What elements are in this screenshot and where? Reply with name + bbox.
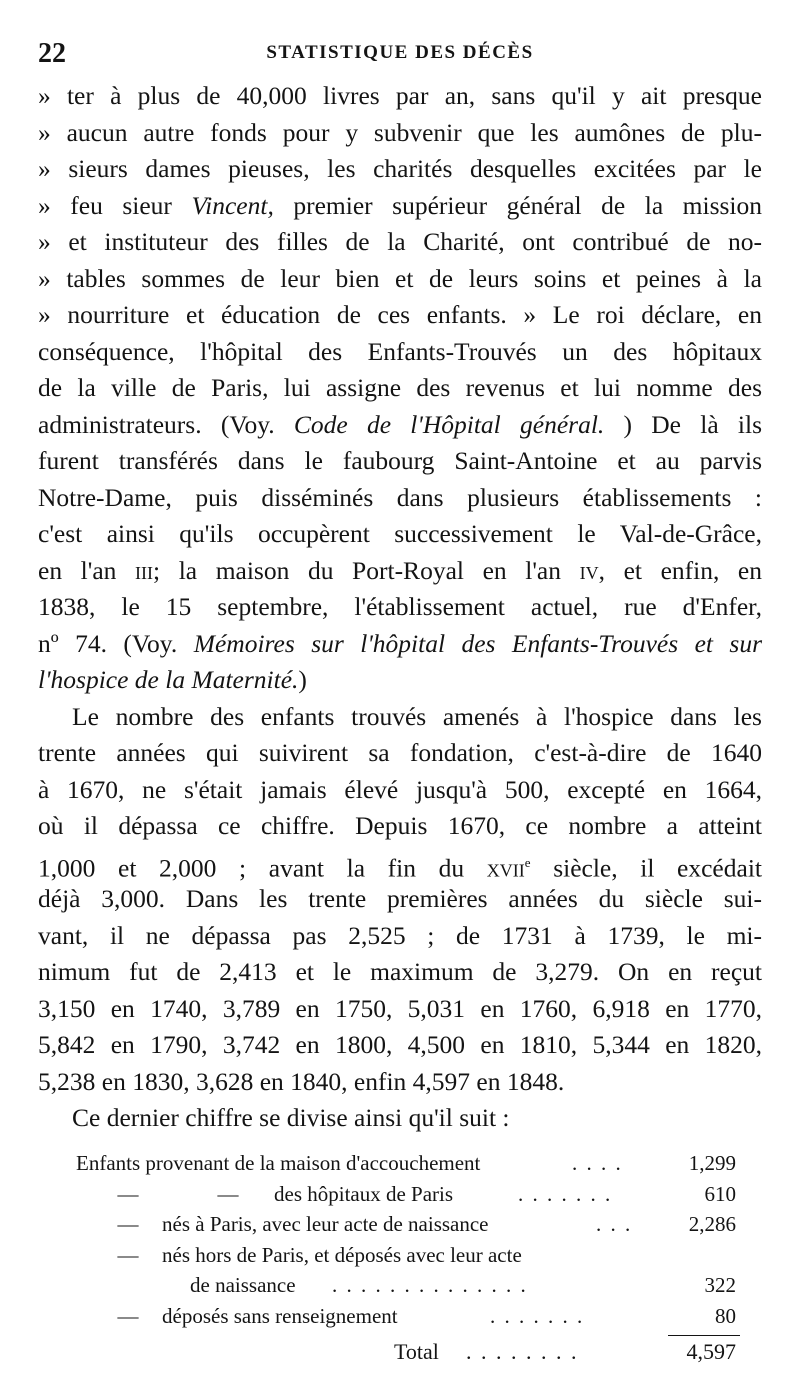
row-label: déposés sans renseignement bbox=[162, 1303, 398, 1328]
text-line: à 1670, ne s'était jamais élevé jusqu'à 500, excepté en 1664, bbox=[38, 774, 762, 804]
text-line bbox=[38, 188, 762, 225]
total-row bbox=[38, 1335, 762, 1369]
table-row bbox=[38, 1148, 762, 1179]
row-value: 80 bbox=[715, 1303, 736, 1328]
text-line: trente années qui suivirent sa fondation, c'est-à-dire de 1640 bbox=[38, 738, 762, 767]
text-line: » tables sommes de leur bien et de leurs soins et peines à la bbox=[38, 263, 762, 293]
text-line: nimum fut de 2,413 et le maximum de 3,279. On en reçut bbox=[38, 957, 762, 986]
leader-dots: . . . bbox=[596, 1212, 633, 1236]
ditto-dash: — bbox=[217, 1181, 239, 1206]
text-line: conséquence, l'hôpital des Enfants-Trouvés un des hôpitaux bbox=[38, 336, 762, 366]
total-rule bbox=[668, 1335, 740, 1336]
row-value: 610 bbox=[704, 1181, 736, 1206]
text-line: Ce dernier chiffre se divise ainsi qu'il suit : bbox=[72, 1103, 510, 1132]
text-line: 1838, le 15 septembre, l'établissement actuel, rue d'Enfer, bbox=[38, 592, 762, 621]
total-label: Total bbox=[394, 1339, 439, 1364]
page-number: 22 bbox=[38, 38, 66, 69]
table-row bbox=[38, 1270, 762, 1301]
text-line: » sieurs dames pieuses, les charités desquelles excitées par le bbox=[38, 154, 762, 183]
row-label: Enfants provenant de la maison d'accouchement bbox=[76, 1151, 481, 1175]
text-line: » nourriture et éducation de ces enfants. » Le roi déclare, en bbox=[38, 300, 762, 329]
text-line: 3,150 en 1740, 3,789 en 1750, 5,031 en 1760, 6,918 en 1770, bbox=[38, 993, 762, 1023]
body-text bbox=[38, 78, 762, 1137]
text-run: , et enfin, en bbox=[598, 555, 763, 585]
text-line: vant, il ne dépassa pas 2,525 ; de 1731 à 1739, le mi- bbox=[38, 920, 762, 950]
text-run: 1,000 et 2,000 ; avant la fin du bbox=[38, 853, 465, 882]
row-label: de naissance bbox=[190, 1273, 296, 1297]
text-line bbox=[38, 553, 762, 590]
row-value: 1,299 bbox=[688, 1151, 736, 1175]
text-line: de la ville de Paris, lui assigne des revenus et lui nomme des bbox=[38, 373, 762, 402]
text-line bbox=[38, 407, 762, 444]
ditto-dash: — bbox=[117, 1181, 139, 1206]
text-line: Notre-Dame, puis disséminés dans plusieurs établissements : bbox=[38, 482, 762, 512]
small-caps-numeral: III bbox=[135, 562, 154, 583]
text-line: 5,238 en 1830, 3,628 en 1840, enfin 4,597 en 1848. bbox=[38, 1066, 565, 1096]
text-line: déjà 3,000. Dans les trente premières années du siècle sui- bbox=[38, 884, 762, 913]
leader-dots: . . . . bbox=[572, 1151, 623, 1175]
ditto-dash: — bbox=[117, 1303, 139, 1328]
text-run: ; la maison du Port-Royal en l'an bbox=[153, 555, 561, 585]
table-row bbox=[38, 1209, 762, 1240]
text-run: siècle, il excédait bbox=[553, 853, 762, 882]
italic-name: Vincent, bbox=[191, 190, 274, 220]
leader-dots: . . . . . . . . bbox=[466, 1339, 579, 1364]
leader-dots: . . . . . . . bbox=[518, 1181, 613, 1206]
ditto-dash: — bbox=[117, 1242, 139, 1267]
leader-dots: . . . . . . . bbox=[490, 1303, 585, 1328]
superscript: e bbox=[524, 854, 531, 870]
row-label: nés à Paris, avec leur acte de naissance bbox=[162, 1212, 489, 1236]
breakdown-table bbox=[38, 1148, 762, 1369]
ditto-dash: — bbox=[117, 1212, 139, 1236]
page-header bbox=[38, 38, 762, 72]
text-line: où il dépassa ce chiffre. Depuis 1670, ce nombre a atteint bbox=[38, 811, 762, 840]
italic-citation: Mémoires sur l'hôpital des Enfants-Trouvés et sur bbox=[193, 628, 763, 658]
text-run: ) De là ils bbox=[623, 409, 762, 439]
running-head: STATISTIQUE DES DÉCÈS bbox=[266, 42, 534, 63]
text-line: » aucun autre fonds pour y subvenir que les aumônes de plu- bbox=[38, 117, 762, 147]
small-caps-numeral: XVII bbox=[486, 860, 525, 880]
leader-dots: . . . . . . . . . . . . . . bbox=[332, 1273, 528, 1297]
text-line bbox=[38, 626, 762, 663]
row-label: des hôpitaux de Paris bbox=[274, 1181, 454, 1206]
total-value: 4,597 bbox=[686, 1339, 736, 1364]
text-run: en l'an bbox=[38, 555, 117, 585]
text-line bbox=[38, 845, 762, 882]
text-run: administrateurs. (Voy. bbox=[38, 409, 275, 439]
text-line: Le nombre des enfants trouvés amenés à l'hospice dans les bbox=[72, 701, 762, 731]
table-row bbox=[38, 1179, 762, 1210]
italic-citation: Code de l'Hôpital général. bbox=[293, 409, 605, 439]
text-run: » feu sieur bbox=[38, 190, 172, 220]
row-label: nés hors de Paris, et déposés avec leur acte bbox=[162, 1242, 522, 1267]
italic-citation: l'hospice de la Maternité. bbox=[38, 665, 299, 694]
table-row bbox=[38, 1301, 762, 1332]
text-line: » ter à plus de 40,000 livres par an, sans qu'il y ait presque bbox=[38, 81, 762, 110]
row-value: 2,286 bbox=[688, 1212, 736, 1236]
text-run: nº 74. (Voy. bbox=[38, 628, 178, 658]
text-line: c'est ainsi qu'ils occupèrent successivement le Val-de-Grâce, bbox=[38, 519, 762, 548]
row-value: 322 bbox=[704, 1273, 736, 1297]
small-caps-numeral: IV bbox=[579, 562, 599, 583]
text-line: furent transférés dans le faubourg Saint-Antoine et au parvis bbox=[38, 446, 762, 475]
text-run: ) bbox=[298, 665, 307, 694]
table-row bbox=[38, 1240, 762, 1271]
text-line: » et instituteur des filles de la Charité, ont contribué de no- bbox=[38, 227, 762, 256]
text-line: 5,842 en 1790, 3,742 en 1800, 4,500 en 1810, 5,344 en 1820, bbox=[38, 1030, 762, 1059]
text-run: premier supérieur général de la mission bbox=[293, 190, 763, 220]
text-line bbox=[38, 662, 762, 699]
